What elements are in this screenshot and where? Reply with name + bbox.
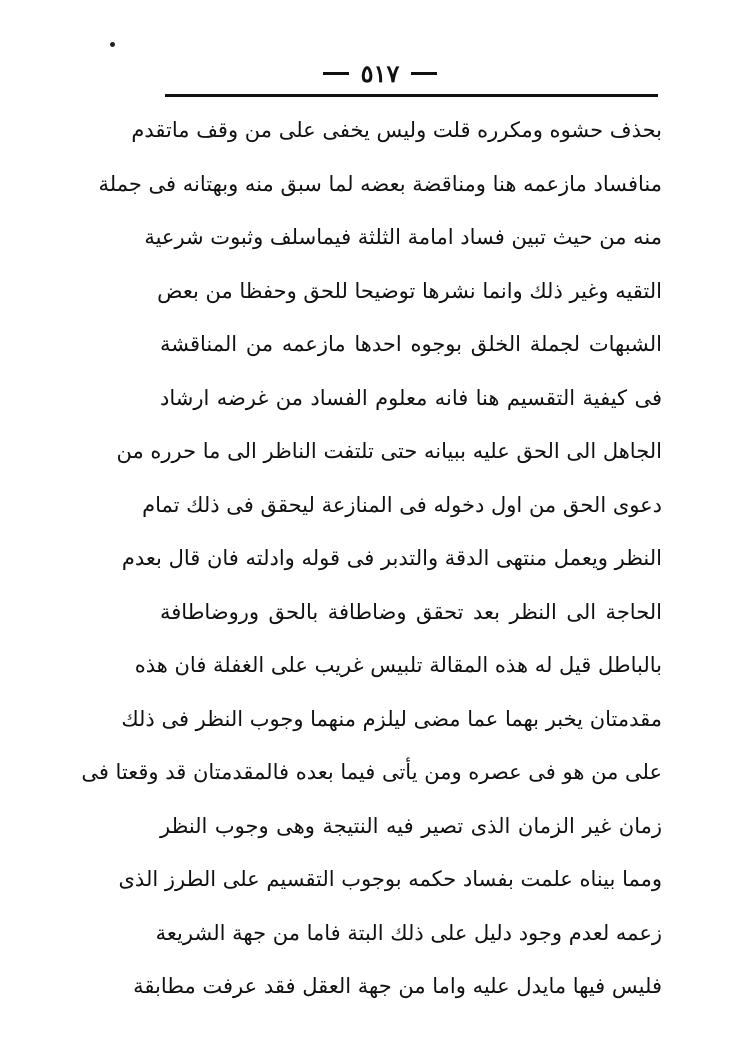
text-line: النظر ويعمل منتهى الدقة والتدبر فى قوله وادلته فان قال بعدم xyxy=(121,546,662,570)
header-dash-right xyxy=(411,72,437,75)
text-line: زعمه لعدم وجود دليل على ذلك البتة فاما من جهة الشريعة xyxy=(155,920,662,945)
text-line: دعوى الحق من اول دخوله فى المنازعة ليحقق فى ذلك تمام xyxy=(142,492,662,517)
text-line: فليس فيها مايدل عليه واما من جهة العقل فقد عرفت مطابقة xyxy=(133,974,662,998)
text-line: الحاجة الى النظر بعد تحقق وضاطافة بالحق وروضاطافة xyxy=(160,599,662,624)
text-line: الجاهل الى الحق عليه ببيانه حتى تلتفت الناظر الى ما حرره من xyxy=(116,439,662,463)
text-line: التقيه وغير ذلك وانما نشرها توضيحا للحق وحفظا من بعض xyxy=(157,278,662,303)
page-body xyxy=(81,104,662,1014)
text-line: مقدمتان يخبر بهما عما مضى ليلزم منهما وجوب النظر فى ذلك xyxy=(121,706,662,731)
page-header xyxy=(160,56,600,90)
text-line: بحذف حشوه ومكرره قلت وليس يخفى على من وقف ماتقدم xyxy=(131,118,662,142)
text-line: ومما بيناه علمت بفساد حكمه بوجوب التقسيم على الطرز الذى xyxy=(118,867,662,891)
text-line: منافساد مازعمه هنا ومناقضة بعضه لما سبق منه وبهتانه فى جملة xyxy=(98,171,662,196)
text-line: فى كيفية التقسيم هنا فانه معلوم الفساد من غرضه ارشاد xyxy=(160,385,662,410)
ink-speck xyxy=(110,42,115,47)
header-dash-left xyxy=(323,72,349,75)
text-line: على من هو فى عصره ومن يأتى فيما بعده فالمقدمتان قد وقعتا فى xyxy=(81,760,662,784)
header-rule xyxy=(165,94,658,97)
text-line: منه من حيث تبين فساد امامة الثلثة فيماسلف وثبوت شرعية xyxy=(144,225,662,249)
text-line: الشبهات لجملة الخلق بوجوه احدها مازعمه من المناقشة xyxy=(160,332,662,356)
text-line: بالباطل قيل له هذه المقالة تلبيس غريب على الغفلة فان هذه xyxy=(134,653,662,677)
page-number: ٥١٧ xyxy=(360,58,400,88)
text-line: زمان غير الزمان الذى تصير فيه النتيجة وهى وجوب النظر xyxy=(160,813,662,838)
